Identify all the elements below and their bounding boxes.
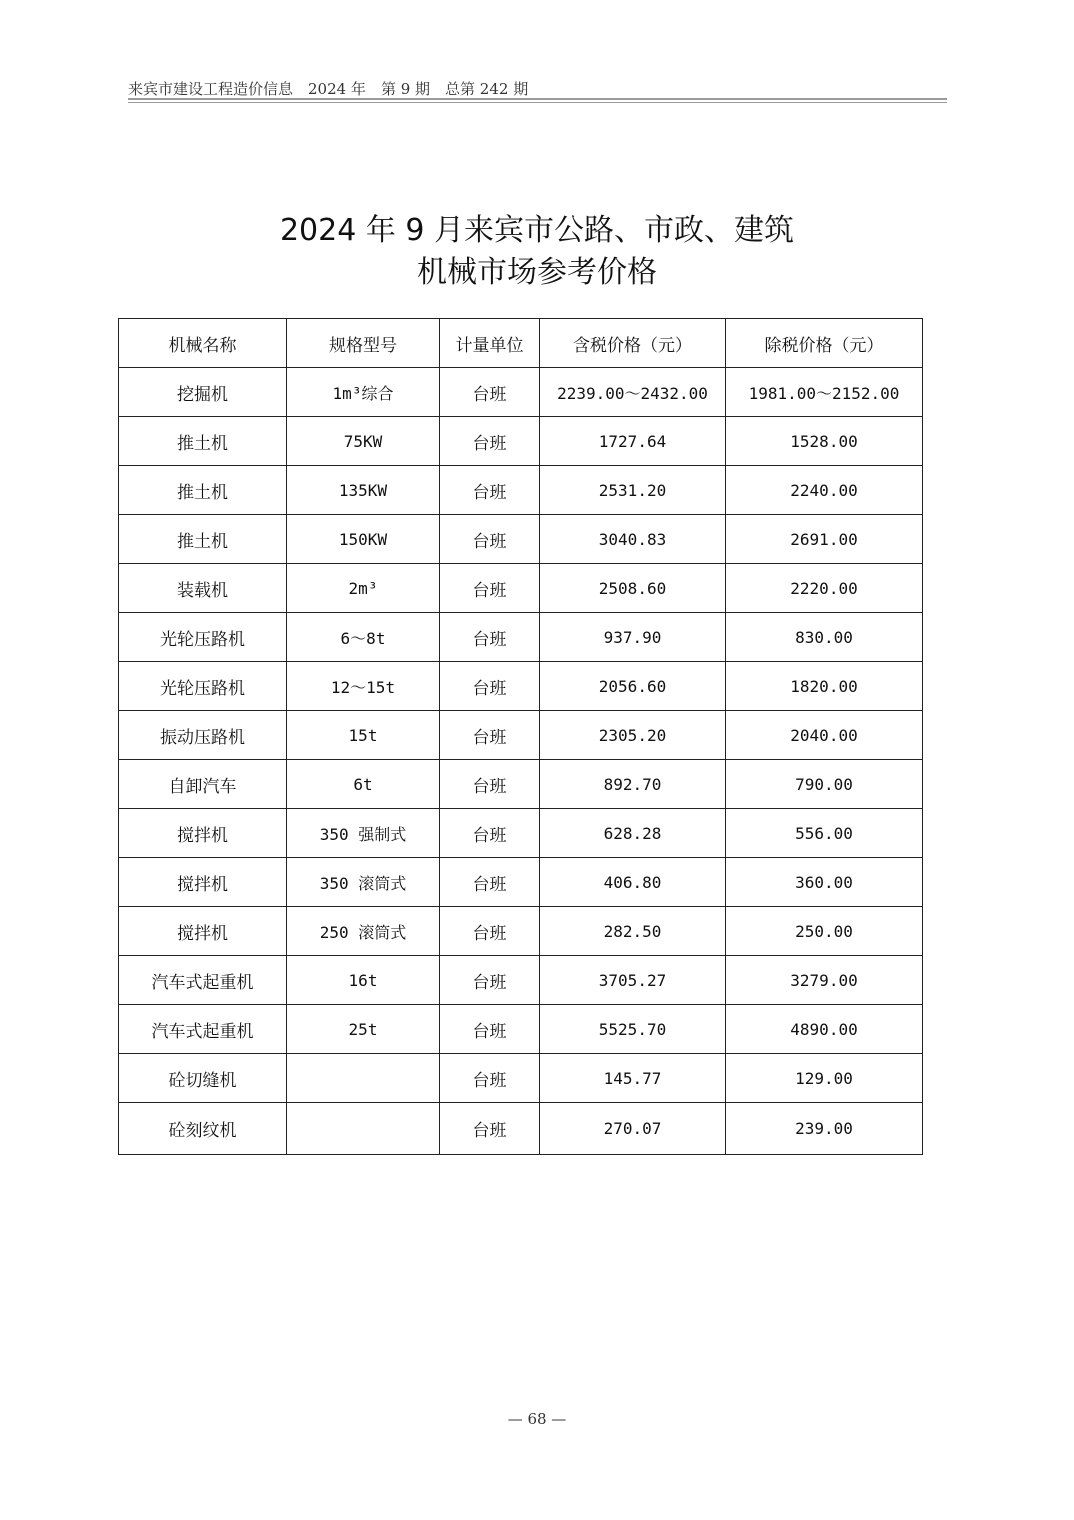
cell-price-without-tax: 790.00 (726, 760, 923, 809)
cell-price-with-tax: 406.80 (540, 858, 726, 907)
cell-name: 汽车式起重机 (119, 1005, 287, 1054)
cell-price-without-tax: 1528.00 (726, 417, 923, 466)
cell-spec: 250 滚筒式 (287, 907, 440, 956)
cell-name: 光轮压路机 (119, 613, 287, 662)
table-row (119, 711, 923, 760)
cell-unit: 台班 (440, 809, 540, 858)
header-rule (128, 98, 947, 100)
column-header-name: 机械名称 (119, 319, 287, 368)
cell-name: 推土机 (119, 417, 287, 466)
cell-unit: 台班 (440, 1054, 540, 1103)
table-header-row (119, 319, 923, 368)
table-row (119, 858, 923, 907)
cell-name: 挖掘机 (119, 368, 287, 417)
table-row (119, 907, 923, 956)
cell-price-without-tax: 250.00 (726, 907, 923, 956)
cell-price-with-tax: 937.90 (540, 613, 726, 662)
header-rule-secondary (128, 102, 947, 103)
cell-unit: 台班 (440, 1005, 540, 1054)
column-header-spec: 规格型号 (287, 319, 440, 368)
cell-price-without-tax: 3279.00 (726, 956, 923, 1005)
cell-price-without-tax: 830.00 (726, 613, 923, 662)
cell-price-without-tax: 1981.00～2152.00 (726, 368, 923, 417)
cell-unit: 台班 (440, 1103, 540, 1155)
page-title (0, 210, 1074, 294)
cell-unit: 台班 (440, 564, 540, 613)
cell-price-with-tax: 145.77 (540, 1054, 726, 1103)
cell-name: 砼刻纹机 (119, 1103, 287, 1155)
cell-spec: 6～8t (287, 613, 440, 662)
cell-price-with-tax: 270.07 (540, 1103, 726, 1155)
cell-unit: 台班 (440, 760, 540, 809)
cell-spec: 75KW (287, 417, 440, 466)
cell-name: 汽车式起重机 (119, 956, 287, 1005)
cell-price-with-tax: 3040.83 (540, 515, 726, 564)
cell-spec: 350 滚筒式 (287, 858, 440, 907)
cell-spec: 15t (287, 711, 440, 760)
cell-spec: 350 强制式 (287, 809, 440, 858)
table-row (119, 1005, 923, 1054)
cell-name: 搅拌机 (119, 907, 287, 956)
cell-spec: 25t (287, 1005, 440, 1054)
cell-price-with-tax: 628.28 (540, 809, 726, 858)
table-row (119, 1054, 923, 1103)
cell-spec: 2m³ (287, 564, 440, 613)
cell-unit: 台班 (440, 417, 540, 466)
cell-name: 推土机 (119, 466, 287, 515)
table-row (119, 613, 923, 662)
cell-price-with-tax: 282.50 (540, 907, 726, 956)
cell-price-without-tax: 2220.00 (726, 564, 923, 613)
column-header-unit: 计量单位 (440, 319, 540, 368)
cell-name: 推土机 (119, 515, 287, 564)
cell-unit: 台班 (440, 466, 540, 515)
table-row (119, 564, 923, 613)
cell-unit: 台班 (440, 907, 540, 956)
cell-name: 砼切缝机 (119, 1054, 287, 1103)
cell-unit: 台班 (440, 711, 540, 760)
cell-price-with-tax: 3705.27 (540, 956, 726, 1005)
table-row (119, 515, 923, 564)
column-header-price-without-tax: 除税价格（元） (726, 319, 923, 368)
cell-price-without-tax: 2240.00 (726, 466, 923, 515)
table-row (119, 760, 923, 809)
page-title-line-2: 机械市场参考价格 (417, 255, 657, 290)
table-body (119, 368, 923, 1155)
table-row (119, 809, 923, 858)
cell-unit: 台班 (440, 368, 540, 417)
cell-spec (287, 1103, 440, 1155)
table-row (119, 466, 923, 515)
cell-price-with-tax: 2056.60 (540, 662, 726, 711)
column-header-price-with-tax: 含税价格（元） (540, 319, 726, 368)
cell-name: 搅拌机 (119, 858, 287, 907)
table-row (119, 956, 923, 1005)
cell-price-with-tax: 2239.00～2432.00 (540, 368, 726, 417)
cell-unit: 台班 (440, 858, 540, 907)
machinery-price-table (118, 318, 923, 1155)
cell-price-with-tax: 1727.64 (540, 417, 726, 466)
table-row (119, 662, 923, 711)
cell-spec: 6t (287, 760, 440, 809)
cell-name: 装载机 (119, 564, 287, 613)
cell-spec: 16t (287, 956, 440, 1005)
cell-name: 光轮压路机 (119, 662, 287, 711)
table-row (119, 368, 923, 417)
cell-name: 振动压路机 (119, 711, 287, 760)
table-row (119, 1103, 923, 1155)
cell-unit: 台班 (440, 956, 540, 1005)
cell-price-without-tax: 2040.00 (726, 711, 923, 760)
cell-unit: 台班 (440, 662, 540, 711)
table-row (119, 417, 923, 466)
cell-name: 自卸汽车 (119, 760, 287, 809)
cell-price-without-tax: 129.00 (726, 1054, 923, 1103)
cell-spec: 1m³综合 (287, 368, 440, 417)
cell-price-with-tax: 2531.20 (540, 466, 726, 515)
cell-price-with-tax: 892.70 (540, 760, 726, 809)
cell-unit: 台班 (440, 613, 540, 662)
cell-spec: 135KW (287, 466, 440, 515)
page-title-line-1: 2024 年 9 月来宾市公路、市政、建筑 (279, 213, 795, 248)
cell-price-without-tax: 239.00 (726, 1103, 923, 1155)
cell-spec (287, 1054, 440, 1103)
cell-spec: 12～15t (287, 662, 440, 711)
cell-price-with-tax: 2305.20 (540, 711, 726, 760)
cell-price-with-tax: 5525.70 (540, 1005, 726, 1054)
cell-price-without-tax: 2691.00 (726, 515, 923, 564)
cell-price-without-tax: 4890.00 (726, 1005, 923, 1054)
cell-price-without-tax: 556.00 (726, 809, 923, 858)
running-header: 来宾市建设工程造价信息 2024 年 第 9 期 总第 242 期 (128, 80, 529, 98)
cell-price-without-tax: 360.00 (726, 858, 923, 907)
cell-unit: 台班 (440, 515, 540, 564)
cell-spec: 150KW (287, 515, 440, 564)
cell-price-without-tax: 1820.00 (726, 662, 923, 711)
page-number: — 68 — (507, 1410, 567, 1428)
cell-name: 搅拌机 (119, 809, 287, 858)
cell-price-with-tax: 2508.60 (540, 564, 726, 613)
